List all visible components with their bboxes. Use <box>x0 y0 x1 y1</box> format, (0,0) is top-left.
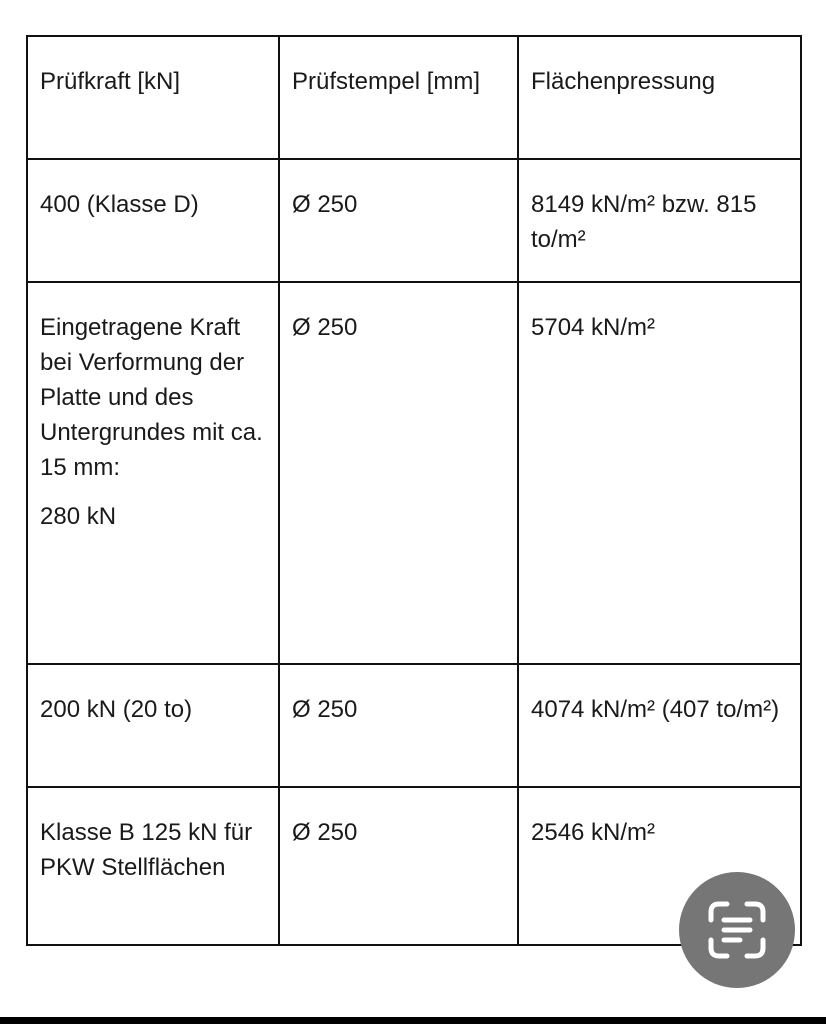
table-row <box>27 664 801 787</box>
cell-flaechenpressung: 2546 kN/m² <box>518 787 801 945</box>
cell-flaechenpressung: 5704 kN/m² <box>518 282 801 664</box>
cell-flaechenpressung: 4074 kN/m² (407 to/m²) <box>518 664 801 787</box>
cell-pruefkraft: 200 kN (20 to) <box>27 664 279 787</box>
live-text-scan-button[interactable] <box>679 872 795 988</box>
cell-pruefkraft: Klasse B 125 kN für PKW Stellflächen <box>27 787 279 945</box>
cell-pruefstempel: Ø 250 <box>279 664 518 787</box>
cell-flaechenpressung: 8149 kN/m² bzw. 815 to/m² <box>518 159 801 282</box>
cell-pruefkraft: 400 (Klasse D) <box>27 159 279 282</box>
table-row <box>27 159 801 282</box>
data-table <box>26 35 802 946</box>
cell-pruefstempel: Ø 250 <box>279 787 518 945</box>
table-header-row <box>27 36 801 159</box>
header-cell-pruefkraft: Prüfkraft [kN] <box>27 36 279 159</box>
table-row <box>27 282 801 664</box>
cell-pruefkraft: Eingetragene Kraft bei Verformung der Platte und des Untergrundes mit ca. 15 mm: 280 kN <box>27 282 279 664</box>
header-cell-pruefstempel: Prüfstempel [mm] <box>279 36 518 159</box>
cell-pruefstempel: Ø 250 <box>279 282 518 664</box>
bottom-bar <box>0 1017 826 1024</box>
text-scan-icon <box>701 894 773 966</box>
cell-pruefstempel: Ø 250 <box>279 159 518 282</box>
header-cell-flaechenpressung: Flächenpressung <box>518 36 801 159</box>
